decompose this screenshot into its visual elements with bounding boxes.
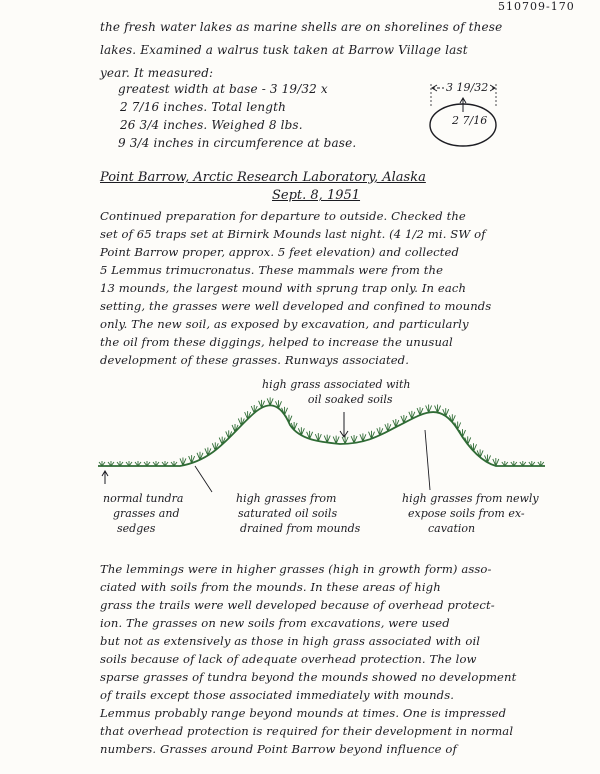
closing-line: soils because of lack of adequate overhead protection. The low — [100, 652, 477, 666]
body-line: development of these grasses. Runways associated. — [100, 353, 409, 367]
diagram-top-label-line: high grass associated with — [262, 378, 411, 391]
closing-line: grass the trails were well developed because of overhead protect- — [100, 598, 495, 612]
diagram-label-line: drained from mounds — [240, 522, 361, 535]
diagram-label-line: cavation — [428, 522, 476, 535]
grass-tuft — [455, 421, 461, 429]
body-line: Point Barrow proper, approx. 5 feet elevation) and collected — [100, 245, 459, 259]
body-line: Continued preparation for departure to outside. Checked the — [100, 209, 466, 223]
text-line: the fresh water lakes as marine shells are on shorelines of these — [100, 20, 503, 34]
text-line: year. It measured: — [100, 66, 214, 80]
closing-line: ion. The grasses on new soils from excavations, were used — [100, 616, 450, 630]
closing-line: of trails except those associated immediately with mounds. — [100, 688, 455, 702]
body-line: 5 Lemmus trimucronatus. These mammals were from the — [100, 263, 444, 277]
diagram-label-line: expose soils from ex- — [408, 507, 525, 520]
diagram-label-line: high grasses from newly — [402, 492, 539, 505]
diagram-label-excavation — [402, 491, 539, 536]
grass-tuft — [426, 405, 432, 413]
diagram-label-oil-soils — [236, 491, 360, 536]
diagram-label-line: sedges — [117, 522, 156, 535]
closing-line: The lemmings were in higher grasses (high in growth form) asso- — [100, 562, 492, 576]
diagram-top-label-line: oil soaked soils — [307, 393, 393, 406]
measurement-line: 26 3/4 inches. Weighed 8 lbs. — [120, 118, 303, 132]
body-line: set of 65 traps set at Birnirk Mounds last night. (4 1/2 mi. SW of — [100, 227, 486, 241]
closing-line: that overhead protection is required for their development in normal — [100, 724, 514, 738]
grass-tuft — [282, 407, 288, 415]
grass-tuft — [286, 415, 292, 423]
diagram-label-line: normal tundra — [103, 492, 184, 505]
body-line: setting, the grasses were well developed and confined to mounds — [100, 299, 492, 313]
closing-line: Lemmus probably range beyond mounds at times. One is impressed — [100, 706, 507, 720]
diagram-label-line: saturated oil soils — [238, 507, 338, 520]
measurement-line: 2 7/16 inches. Total length — [120, 100, 286, 114]
grass-tuft — [459, 429, 465, 437]
measurement-line: 9 3/4 inches in circumference at base. — [118, 136, 357, 150]
closing-line: but not as extensively as those in high grass associated with oil — [100, 634, 481, 648]
tusk-width-label: 3 19/32 — [446, 81, 489, 94]
grass-tuft — [333, 436, 339, 444]
page-number: 510709-170 — [498, 0, 575, 13]
grass-tuft — [342, 436, 348, 444]
measurement-line: greatest width at base - 3 19/32 x — [118, 82, 328, 96]
closing-line: ciated with soils from the mounds. In these areas of high — [100, 580, 441, 594]
diagram-label-normal-tundra — [103, 491, 183, 536]
closing-line: sparse grasses of tundra beyond the mounds showed no development — [100, 670, 517, 684]
tusk-height-label: 2 7/16 — [452, 114, 488, 127]
closing-line: numbers. Grasses around Point Barrow beyond influence of — [100, 742, 457, 756]
entry-location-heading: Point Barrow, Arctic Research Laboratory, Alaska — [100, 170, 426, 185]
body-line: 13 mounds, the largest mound with sprung trap only. In each — [100, 281, 467, 295]
grass-tuft — [465, 436, 471, 444]
diagram-label-line: high grasses from — [236, 492, 337, 505]
body-line: only. The new soil, as exposed by excavation, and particularly — [100, 317, 469, 331]
entry-date-heading: Sept. 8, 1951 — [272, 188, 361, 203]
diagram-label-line: grasses and — [113, 507, 180, 520]
text-line: lakes. Examined a walrus tusk taken at Barrow Village last — [100, 43, 468, 57]
diagram-top-label — [262, 377, 410, 407]
body-line: the oil from these diggings, helped to increase the unusual — [100, 335, 453, 349]
